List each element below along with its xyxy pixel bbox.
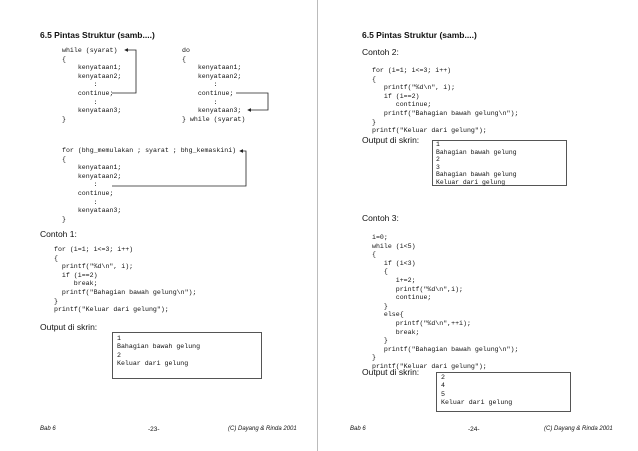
output-label: Output di skrin:	[40, 322, 98, 332]
example1-code: for (i=1; i<=3; i++) { printf("%d\n", i); if (i==2) break; printf("Bahagian bawah gelung\n"); } printf("Keluar dari gelung");	[54, 246, 197, 314]
footer-page-number: -23-	[148, 426, 160, 433]
page-heading: 6.5 Pintas Struktur (samb....)	[40, 30, 155, 40]
while-syntax-code: while (syarat) { kenyataan1; kenyataan2; : continue; : kenyataan3; }	[62, 47, 122, 123]
example2-code: for (i=1; i<=3; i++) { printf("%d\n", i); if (i==2) continue; printf("Bahagian bawah gelung\n"); } printf("Keluar dari gelung");	[372, 67, 519, 135]
page-left	[0, 0, 318, 451]
for-syntax-code: for (bhg_memulakan ; syarat ; bhg_kemaskini) { kenyataan1; kenyataan2; : continue; : kenyataan3; }	[62, 147, 237, 223]
continue-flow-arrows	[0, 0, 318, 451]
footer-chapter: Bab 6	[350, 426, 366, 432]
output3-box	[436, 372, 571, 412]
example3-code: i=0; while (i<5) { if (i<3) { i+=2; printf("%d\n",i); continue; } else{ printf("%d\n",++i); break; } printf("Bahagian bawah gelung\n"); } printf("Keluar dari gelung");	[372, 234, 519, 370]
output-box	[112, 332, 262, 379]
example2-label: Contoh 2:	[362, 47, 399, 57]
footer-copyright: (C) Dayang & Rinda 2001	[544, 426, 613, 432]
example1-label: Contoh 1:	[40, 229, 77, 239]
page-heading: 6.5 Pintas Struktur (samb....)	[362, 30, 477, 40]
footer-page-number: -24-	[468, 426, 480, 433]
output3-text: 2 4 5 Keluar dari gelung	[441, 374, 513, 407]
output3-label: Output di skrin:	[362, 367, 420, 377]
do-while-syntax-code: do { kenyataan1; kenyataan2; : continue; : kenyataan3; } while (syarat)	[182, 47, 246, 123]
example3-label: Contoh 3:	[362, 213, 399, 223]
output2-label: Output di skrin:	[362, 135, 420, 145]
output2-text: 1 Bahagian bawah gelung 2 3 Bahagian bawah gelung Keluar dari gelung	[436, 141, 517, 186]
footer-copyright: (C) Dayang & Rinda 2001	[228, 426, 297, 432]
footer-chapter: Bab 6	[40, 426, 56, 432]
output2-box	[432, 140, 567, 186]
page-right	[320, 0, 638, 451]
output-text: 1 Bahagian bawah gelung 2 Keluar dari gelung	[117, 335, 201, 368]
